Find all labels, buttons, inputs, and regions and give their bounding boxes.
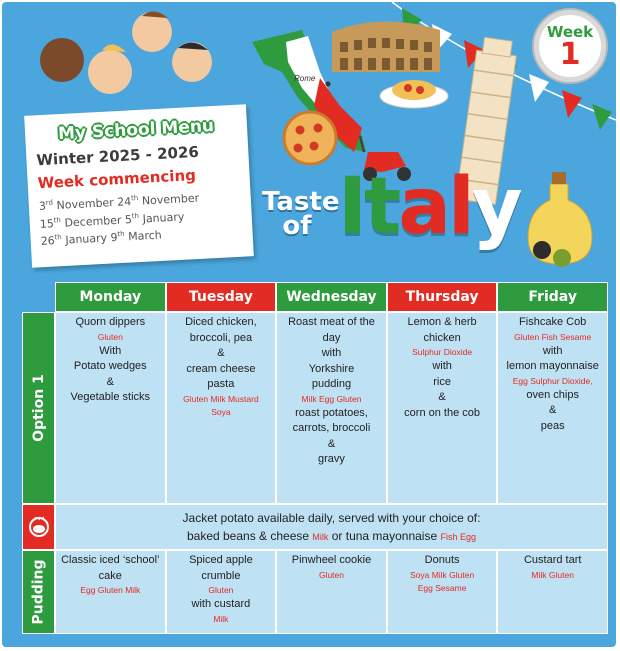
dish-text: lemon mayonnaise [506,360,599,372]
allergen-text: Milk [312,532,329,542]
dish-text: peas [540,419,565,432]
dish-text: pasta [207,378,235,390]
week-label: Week [546,23,594,41]
dish-text: Classic iced ‘school’ [61,554,160,566]
theme-letter: I [338,162,365,252]
week-commencing-label: Week commencing [37,166,197,193]
allergen-text: Gluten [97,331,123,342]
day-header-friday: Friday [497,282,608,312]
dish-text: pudding [311,378,352,390]
pudding-cell-tuesday [166,550,277,634]
dish-text: Quorn dippers [75,316,146,328]
week-dates [38,186,242,249]
dish-text: Fishcake Cob [519,316,587,328]
allergen-text: Milk Gluten [531,569,574,580]
colosseum-icon [332,21,440,72]
dish-text: With [99,344,122,357]
pudding-cell-thursday [387,550,498,634]
allergen-text: Egg Gluten Milk [80,585,141,595]
dish-text: or tuna mayonnaise [328,529,441,543]
dish-text: Vegetable sticks [70,391,151,403]
option1-cell-tuesday [166,312,277,504]
dish-text: & [438,391,446,403]
allergen-text: Milk [213,613,229,624]
theme-title [338,162,520,252]
dish-text: with [432,360,452,372]
pudding-label: Pudding [22,550,55,634]
dish-text: Roast meat of the [288,316,375,328]
option1-cell-friday [497,312,608,504]
dish-text: cream cheese [186,362,256,375]
jacket-line-1: Jacket potato available daily, served with your choice of: [182,511,481,525]
theme-letter: t [364,162,399,252]
dish-text: Custard tart [523,554,582,566]
dish-text: Diced chicken, [185,316,257,328]
option1-label: Option 1 [22,312,55,504]
date-line: 26th January 9th March [40,228,163,249]
theme-letter: l [447,162,472,252]
option1-cell-monday [55,312,166,504]
dish-text: carrots, broccoli [292,422,371,434]
dish-text: corn on the cob [404,406,481,419]
jacket-potato-row [55,504,608,550]
dish-text: & [327,437,336,450]
season-title: Winter 2025 - 2026 [36,142,200,170]
option1-cell-wednesday [276,312,387,504]
jacket-potato-icon [28,516,50,538]
olive-oil-icon [528,172,592,267]
children-illustration [40,11,212,94]
theme-letter: a [398,162,448,252]
dish-text: gravy [318,453,345,465]
jacket-line-2 [56,527,607,545]
dish-text: chicken [423,331,461,344]
dish-text: with [542,344,563,357]
dish-text: with custard [191,598,251,610]
dish-text: Pinwheel cookie [291,554,372,566]
theme-prefix: Taste of [262,187,340,241]
allergen-text: Gluten [318,569,344,580]
dish-text: Yorkshire [308,362,355,375]
dish-text: rice [433,375,451,388]
theme-letter: y [471,162,520,252]
date-line: 3rd November 24th November [38,191,200,213]
day-header-wednesday: Wednesday [276,282,387,312]
pudding-cell-wednesday [276,550,387,634]
dish-text: Donuts [424,554,460,566]
day-header-monday: Monday [55,282,166,312]
allergen-text: Egg Sesame [417,582,467,593]
allergen-text: Fish Egg [440,532,477,542]
allergen-text: Egg Sulphur Dioxide, [512,375,593,386]
day-header-tuesday: Tuesday [166,282,277,312]
dish-text: cake [98,569,122,582]
dish-text: & [106,375,114,388]
dish-text: oven chips [526,388,579,401]
menu-title: My School Menu [57,116,215,145]
dish-text: Spiced apple [189,554,253,566]
dish-text: broccoli, pea [189,331,253,344]
date-line: 15th December 5th January [39,209,185,231]
dish-text: with [321,347,342,359]
week-badge [534,10,606,82]
pudding-cell-friday [497,550,608,634]
pudding-cell-monday [55,550,166,634]
pizza-icon [284,112,336,164]
dish-text: Potato wedges [73,360,147,372]
dish-text: baked beans & cheese [186,529,313,543]
dish-text: roast potatoes, [295,406,368,419]
allergen-text: Gluten Milk Mustard [183,393,259,404]
day-header-thursday: Thursday [387,282,498,312]
option1-cell-thursday [387,312,498,504]
spaghetti-icon [380,80,448,108]
allergen-text: Gluten [208,585,234,595]
allergen-text: Sulphur Dioxide [412,347,473,357]
map-label: Rome [294,74,316,83]
dish-text: crumble [201,569,241,582]
allergen-text: Gluten Fish Sesame [514,331,592,342]
menu-info-card [24,104,254,267]
dish-text: & [549,404,557,416]
dish-text: day [322,331,341,344]
menu-page [2,2,616,647]
dish-text: Lemon & herb [407,316,477,328]
allergen-text: Milk Egg Gluten [301,393,362,404]
jacket-potato-side [22,504,55,550]
menu-table [22,282,608,634]
dish-text: & [217,347,225,359]
allergen-text: Soya [211,406,231,417]
week-number: 1 [559,37,581,72]
allergen-text: Soya Milk Gluten [409,569,475,580]
